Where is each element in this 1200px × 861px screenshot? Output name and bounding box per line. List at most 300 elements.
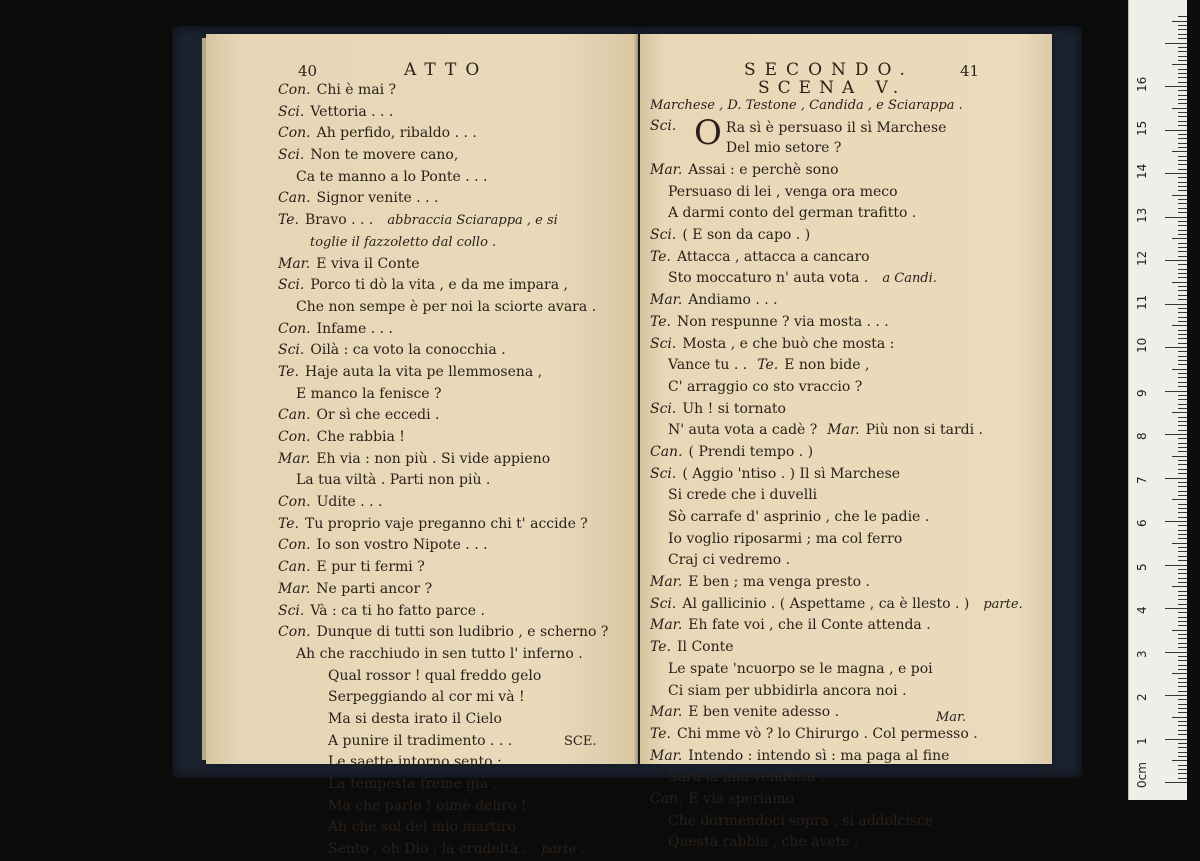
- right-catchword: Mar.: [936, 710, 966, 725]
- speaker-abbrev: Mar.: [650, 747, 683, 764]
- line-text: ( E son da capo . ): [682, 227, 811, 244]
- drop-capital: O: [694, 113, 722, 153]
- ruler-tick: [1178, 269, 1187, 270]
- speaker-abbrev: Mar.: [278, 580, 311, 597]
- text-line: [278, 644, 608, 666]
- ruler-tick: [1172, 325, 1187, 326]
- speaker-abbrev: Te.: [650, 313, 671, 330]
- speaker-abbrev: Sci.: [650, 400, 677, 417]
- text-line: [650, 572, 1023, 594]
- text-line: [278, 752, 608, 774]
- text-line: [278, 102, 608, 124]
- ruler-tick: [1178, 621, 1187, 622]
- speaker-abbrev: Sci.: [278, 103, 305, 120]
- text-line: [650, 312, 1023, 334]
- text-line: [650, 832, 1023, 854]
- ruler-number: 14: [1135, 163, 1149, 179]
- line-text: Or sì che eccedi .: [316, 407, 440, 424]
- ruler-tick: [1178, 360, 1187, 361]
- ruler-tick: [1165, 434, 1187, 435]
- ruler-tick: [1178, 617, 1187, 618]
- ruler-tick: [1178, 769, 1187, 770]
- line-text: Haje auta la vita pe llemmosena ,: [305, 363, 543, 380]
- ruler-tick: [1178, 686, 1187, 687]
- line-text: E viva il Conte: [316, 255, 420, 272]
- ruler-tick: [1165, 652, 1187, 653]
- ruler-tick: [1172, 673, 1187, 674]
- ruler-tick: [1165, 739, 1187, 740]
- line-text: Chi è mai ?: [316, 82, 397, 98]
- ruler-tick: [1178, 482, 1187, 483]
- ruler-tick: [1172, 412, 1187, 413]
- text-line: [650, 399, 1023, 421]
- ruler-tick: [1178, 199, 1187, 200]
- ruler-tick: [1178, 103, 1187, 104]
- ruler-tick: [1178, 386, 1187, 387]
- text-line: [278, 297, 608, 319]
- ruler-number: 13: [1135, 207, 1149, 223]
- ruler-tick: [1178, 186, 1187, 187]
- ruler-tick: [1172, 195, 1187, 196]
- ruler-tick: [1178, 90, 1187, 91]
- left-page: [206, 34, 638, 858]
- ruler-tick: [1172, 108, 1187, 109]
- text-line: [278, 709, 608, 731]
- text-line: [278, 319, 608, 341]
- ruler-tick: [1178, 508, 1187, 509]
- ruler-tick: [1172, 586, 1187, 587]
- line-text: Oilà : ca voto la conocchia .: [310, 342, 506, 359]
- text-line: [278, 384, 608, 406]
- ruler-tick: [1178, 190, 1187, 191]
- line-text: Vance tu . .: [668, 357, 748, 374]
- text-line: [650, 594, 1023, 616]
- ruler-tick: [1178, 82, 1187, 83]
- text-line: [650, 724, 1023, 746]
- text-line: [278, 687, 608, 709]
- ruler-tick: [1178, 212, 1187, 213]
- ruler-tick: [1178, 495, 1187, 496]
- text-line: [650, 702, 1023, 724]
- line-text: Si crede che i duvelli: [668, 487, 818, 504]
- ruler-tick: [1178, 451, 1187, 452]
- ruler-tick: [1178, 164, 1187, 165]
- ruler-tick: [1178, 734, 1187, 735]
- ruler-tick: [1178, 712, 1187, 713]
- ruler-tick: [1178, 421, 1187, 422]
- text-line: [650, 334, 1023, 356]
- ruler-tick: [1178, 756, 1187, 757]
- speaker-abbrev: Con.: [278, 320, 311, 337]
- ruler-number: 5: [1135, 562, 1149, 571]
- ruler-tick: [1178, 595, 1187, 596]
- ruler-tick: [1178, 177, 1187, 178]
- line-text: Eh via : non più . Si vide appieno: [316, 450, 551, 467]
- right-running-head: SECONDO.: [744, 60, 914, 80]
- ruler-tick: [1165, 347, 1187, 348]
- line-text: Questa rabbia , che avete .: [668, 834, 859, 851]
- speaker-abbrev: Sci.: [278, 342, 305, 359]
- ruler-tick: [1178, 377, 1187, 378]
- right-page-number: 41: [960, 62, 980, 80]
- text-line: [650, 268, 1023, 290]
- line-text: Che rabbia !: [316, 429, 405, 445]
- ruler-tick: [1178, 125, 1187, 126]
- line-text: Udite . . .: [316, 494, 383, 511]
- ruler-tick: [1165, 43, 1187, 44]
- line-text: Ah che sol del mio martiro: [328, 819, 517, 836]
- ruler-tick: [1165, 608, 1187, 609]
- line-text: Eh fate voi , che il Conte attenda .: [688, 617, 931, 634]
- text-line: [278, 80, 608, 102]
- speaker-abbrev: Mar.: [650, 574, 683, 591]
- line-text: Porco ti dò la vita , e da me impara ,: [310, 277, 568, 294]
- ruler-tick: [1178, 573, 1187, 574]
- ruler-tick: [1172, 717, 1187, 718]
- text-line: [650, 767, 1023, 789]
- ruler-tick: [1178, 560, 1187, 561]
- ruler-tick: [1178, 273, 1187, 274]
- text-line: [278, 514, 608, 536]
- line-text: Attacca , attacca a cancaro: [677, 248, 870, 265]
- line-text: Mosta , e che buò che mosta :: [682, 335, 895, 352]
- ruler-tick: [1178, 643, 1187, 644]
- text-line: [650, 247, 1023, 269]
- ruler-tick: [1178, 395, 1187, 396]
- line-text: N' auta vota a cadè ?: [668, 422, 818, 439]
- speaker-abbrev: Con.: [278, 82, 311, 98]
- ruler-tick: [1165, 217, 1187, 218]
- speaker-abbrev: Sci.: [278, 147, 305, 164]
- ruler-tick: [1178, 469, 1187, 470]
- ruler-tick: [1178, 264, 1187, 265]
- ruler-tick: [1178, 34, 1187, 35]
- line-text: Che dormendoci sopra , si addolcisce: [668, 812, 934, 829]
- stage-direction: toglie il fazzoletto dal collo .: [310, 234, 497, 250]
- line-text: Intendo : intendo sì : ma paga al fine: [688, 747, 950, 764]
- ruler-tick: [1178, 251, 1187, 252]
- ruler-tick: [1178, 208, 1187, 209]
- ruler-tick: [1178, 464, 1187, 465]
- stage-direction: abbraccia Sciarappa , e si: [387, 213, 558, 229]
- ruler-tick: [1178, 317, 1187, 318]
- speaker-abbrev: Con.: [278, 494, 311, 511]
- text-line: [650, 615, 1023, 637]
- speaker-abbrev: Sci.: [650, 595, 677, 612]
- ruler-tick: [1178, 73, 1187, 74]
- ruler-tick: [1178, 373, 1187, 374]
- text-line: [278, 492, 608, 514]
- ruler-tick: [1178, 665, 1187, 666]
- ruler-tick: [1178, 343, 1187, 344]
- ruler-tick: [1172, 21, 1187, 22]
- ruler-number: 12: [1135, 250, 1149, 266]
- scene-opening: [650, 113, 1030, 158]
- ruler-tick: [1178, 447, 1187, 448]
- text-line: [278, 731, 608, 753]
- line-text: ( Aggio 'ntiso . ) Il sì Marchese: [682, 465, 901, 482]
- ruler-tick: [1178, 491, 1187, 492]
- text-line: [278, 405, 608, 427]
- right-page: [640, 34, 1052, 851]
- stage-direction: a Candi.: [882, 271, 937, 287]
- ruler-tick: [1178, 612, 1187, 613]
- opening-speaker: Sci.: [650, 118, 677, 134]
- ruler-tick: [1178, 121, 1187, 122]
- ruler-tick: [1165, 695, 1187, 696]
- text-line: [650, 681, 1023, 703]
- line-text: Che non sempe è per noi la sciorte avara .: [296, 298, 597, 315]
- line-text: E non bide ,: [784, 357, 870, 374]
- opening-line-2: Del mio setore ?: [725, 140, 842, 156]
- line-text: Assai : e perchè sono: [688, 162, 839, 178]
- speaker-abbrev: Mar.: [650, 617, 683, 634]
- text-line: [650, 659, 1023, 681]
- text-line: [650, 182, 1023, 204]
- ruler-tick: [1172, 456, 1187, 457]
- ruler-tick: [1178, 116, 1187, 117]
- line-text: C' arraggio co sto vraccio ?: [668, 378, 863, 395]
- ruler-tick: [1178, 47, 1187, 48]
- line-text: Non respunne ? via mosta . . .: [677, 313, 889, 330]
- ruler-tick: [1172, 499, 1187, 500]
- speaker-abbrev: Te.: [278, 363, 299, 380]
- speaker-abbrev: Te.: [650, 639, 671, 656]
- line-text: Sarà la mia vendetta .: [668, 769, 825, 786]
- ruler-number: 1: [1135, 736, 1149, 745]
- ruler-tick: [1178, 334, 1187, 335]
- text-line: [650, 355, 1023, 377]
- ruler-tick: [1178, 399, 1187, 400]
- ruler-tick: [1178, 247, 1187, 248]
- line-text: E pur ti fermi ?: [316, 559, 425, 576]
- ruler-tick: [1178, 95, 1187, 96]
- left-running-head: ATTO: [404, 60, 489, 80]
- line-text: Al gallicinio . ( Aspettame , ca è llesto . ): [682, 595, 970, 612]
- ruler-number: 4: [1135, 606, 1149, 614]
- ruler-tick: [1178, 525, 1187, 526]
- line-text: Ah perfido, ribaldo . . .: [316, 125, 477, 142]
- speaker-abbrev: Can.: [278, 407, 311, 424]
- ruler-tick: [1178, 582, 1187, 583]
- text-line: [278, 666, 608, 688]
- ruler-tick: [1178, 147, 1187, 148]
- line-text: Chi mme vò ? lo Chirurgo . Col permesso .: [677, 725, 978, 742]
- ruler-tick: [1165, 521, 1187, 522]
- line-text: La tua viltà . Parti non più .: [296, 472, 491, 489]
- speaker-abbrev: Can.: [278, 559, 311, 576]
- ruler-tick: [1178, 38, 1187, 39]
- ruler-tick: [1165, 86, 1187, 87]
- text-line: [278, 188, 608, 210]
- speaker-abbrev: Sci.: [650, 465, 677, 482]
- line-text: ( Prendi tempo . ): [688, 443, 814, 460]
- ruler-tick: [1178, 591, 1187, 592]
- line-text: Bravo . . .: [305, 212, 374, 229]
- line-text: Serpeggiando al cor mi và !: [328, 689, 525, 706]
- ruler-tick: [1165, 304, 1187, 305]
- ruler-tick: [1178, 286, 1187, 287]
- ruler-tick: [1178, 486, 1187, 487]
- ruler-tick: [1178, 599, 1187, 600]
- text-line: [278, 601, 608, 623]
- speaker-abbrev: Can.: [278, 190, 311, 207]
- line-text: Non te movere cano,: [310, 147, 459, 164]
- ruler-tick: [1178, 578, 1187, 579]
- ruler-tick: [1178, 556, 1187, 557]
- ruler-tick: [1178, 743, 1187, 744]
- speaker-abbrev: Te.: [278, 515, 299, 532]
- ruler-tick: [1178, 60, 1187, 61]
- ruler-number: 16: [1135, 76, 1149, 92]
- ruler-tick: [1178, 438, 1187, 439]
- text-line: [278, 167, 608, 189]
- ruler-tick: [1178, 551, 1187, 552]
- speaker-abbrev: Con.: [278, 125, 311, 142]
- ruler-tick: [1178, 312, 1187, 313]
- text-line: [650, 442, 1023, 464]
- line-text: Il Conte: [677, 639, 734, 656]
- ruler-tick: [1178, 538, 1187, 539]
- text-line: [650, 203, 1023, 225]
- ruler-tick: [1178, 721, 1187, 722]
- ruler-tick: [1178, 234, 1187, 235]
- ruler-tick: [1178, 773, 1187, 774]
- ruler-tick: [1178, 417, 1187, 418]
- line-text: Le spate 'ncuorpo se le magna , e poi: [668, 660, 933, 677]
- opening-line-1: Ra sì è persuaso il sì Marchese: [725, 120, 947, 136]
- ruler-tick: [1178, 25, 1187, 26]
- ruler-tick: [1172, 369, 1187, 370]
- line-text: A punire il tradimento . . .: [328, 732, 513, 749]
- ruler-tick: [1172, 238, 1187, 239]
- speaker-abbrev: Can.: [650, 790, 683, 807]
- line-text: Sto moccaturo n' auta vota .: [668, 270, 869, 287]
- line-text: Ca te manno a lo Ponte . . .: [296, 168, 488, 185]
- speaker-abbrev: Mar.: [827, 422, 860, 439]
- text-line: [278, 362, 608, 384]
- line-text: A darmi conto del german trafitto .: [668, 205, 917, 222]
- ruler-number: 15: [1135, 120, 1149, 136]
- text-line: [650, 485, 1023, 507]
- text-line: [278, 817, 608, 839]
- ruler-tick: [1178, 169, 1187, 170]
- speaker-abbrev: Sci.: [278, 602, 305, 619]
- line-text: Vettoria . . .: [310, 103, 394, 120]
- stage-direction: parte.: [983, 596, 1023, 612]
- text-line: [278, 123, 608, 145]
- ruler-number: 11: [1135, 294, 1149, 310]
- text-line: [278, 470, 608, 492]
- text-line: [650, 160, 1023, 182]
- ruler-tick: [1178, 290, 1187, 291]
- ruler-tick: [1178, 321, 1187, 322]
- ruler-tick: [1178, 443, 1187, 444]
- ruler-tick: [1178, 638, 1187, 639]
- text-line: [650, 811, 1023, 833]
- ruler-tick: [1165, 260, 1187, 261]
- line-text: Andiamo . . .: [688, 292, 778, 309]
- text-line: [278, 535, 608, 557]
- ruler-tick: [1178, 143, 1187, 144]
- ruler-tick: [1165, 478, 1187, 479]
- text-line: [278, 254, 608, 276]
- speaker-abbrev: Mar.: [650, 704, 683, 721]
- ruler-tick: [1178, 517, 1187, 518]
- ruler-tick: [1178, 704, 1187, 705]
- ruler-tick: [1178, 243, 1187, 244]
- speaker-abbrev: Mar.: [278, 255, 311, 272]
- ruler-tick: [1172, 282, 1187, 283]
- line-text: Và : ca ti ho fatto parce .: [310, 602, 485, 619]
- line-text: Qual rossor ! qual freddo gelo: [328, 667, 542, 684]
- ruler-tick: [1178, 660, 1187, 661]
- line-text: Infame . . .: [316, 320, 393, 337]
- right-text-block: [650, 160, 1023, 854]
- line-text: E ben ; ma venga presto .: [688, 574, 870, 591]
- ruler-tick: [1178, 160, 1187, 161]
- ruler-number: 3: [1135, 649, 1149, 658]
- ruler-tick: [1178, 225, 1187, 226]
- ruler-tick: [1178, 203, 1187, 204]
- line-text: Dunque di tutti son ludibrio , e scherno ?: [316, 624, 609, 641]
- ruler-tick: [1178, 56, 1187, 57]
- ruler-tick: [1178, 364, 1187, 365]
- text-line: [650, 746, 1023, 768]
- ruler-number: 10: [1135, 337, 1149, 353]
- ruler-number: 6: [1135, 519, 1149, 527]
- ruler-tick: [1178, 138, 1187, 139]
- scene-heading: SCENA V.: [758, 78, 907, 98]
- ruler-tick: [1178, 404, 1187, 405]
- ruler-tick: [1178, 351, 1187, 352]
- ruler-tick: [1178, 747, 1187, 748]
- text-line: [278, 579, 608, 601]
- left-catchword: SCE.: [564, 734, 597, 749]
- text-line: [278, 275, 608, 297]
- ruler-tick: [1178, 408, 1187, 409]
- ruler-tick: [1178, 669, 1187, 670]
- ruler-tick: [1178, 604, 1187, 605]
- left-page-number: 40: [298, 62, 318, 80]
- ruler-tick: [1178, 512, 1187, 513]
- text-line: [278, 145, 608, 167]
- ruler-tick: [1178, 51, 1187, 52]
- text-line: [278, 557, 608, 579]
- line-text: Craj ci vedremo .: [668, 552, 791, 569]
- ruler-tick: [1178, 678, 1187, 679]
- ruler-tick: [1178, 77, 1187, 78]
- text-line: [650, 290, 1023, 312]
- ruler-tick: [1178, 156, 1187, 157]
- ruler-tick: [1178, 708, 1187, 709]
- line-text: Io voglio riposarmi ; ma col ferro: [668, 530, 903, 547]
- ruler-tick: [1178, 460, 1187, 461]
- ruler-tick: [1178, 634, 1187, 635]
- ruler-tick: [1178, 134, 1187, 135]
- ruler-tick: [1178, 382, 1187, 383]
- ruler-tick: [1178, 69, 1187, 70]
- ruler-tick: [1178, 308, 1187, 309]
- line-text: Uh ! si tornato: [682, 400, 786, 417]
- ruler-number: 7: [1135, 475, 1149, 484]
- ruler-tick: [1178, 16, 1187, 17]
- line-text: Più non si tardi .: [865, 422, 983, 439]
- ruler-tick: [1178, 569, 1187, 570]
- line-text: Ne parti ancor ?: [316, 580, 433, 597]
- ruler-number: 2: [1135, 693, 1149, 701]
- ruler-tick: [1178, 534, 1187, 535]
